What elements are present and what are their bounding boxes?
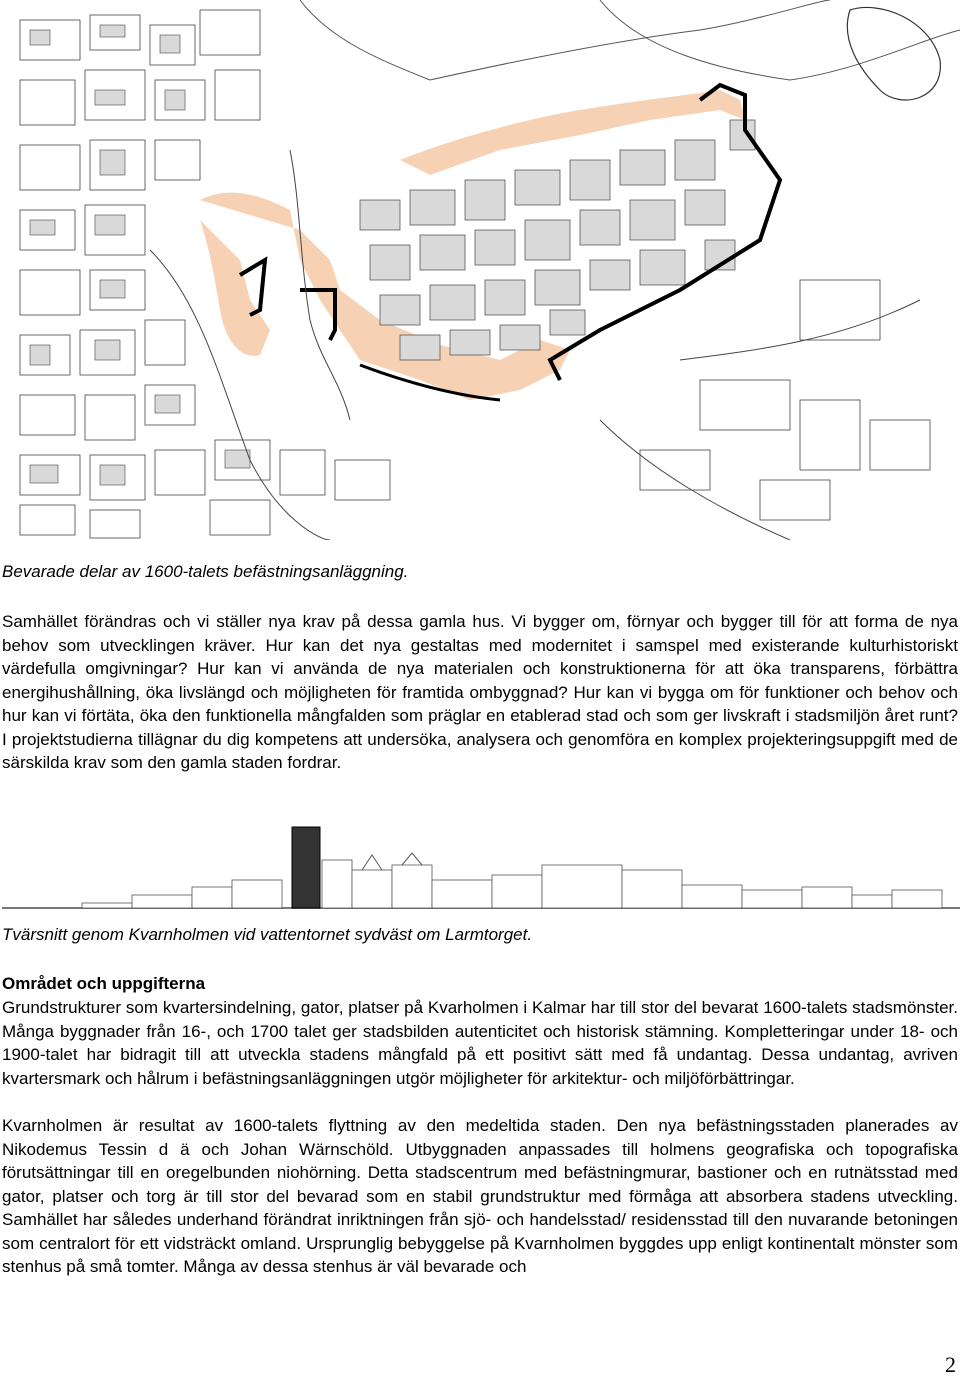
section-paragraph-1: Grundstrukturer som kvartersindelning, gator, platser på Kvarholmen i Kalmar har till stor del bevarat 1600-talets stadsmönster. Många byggnader från 16-, och 1700 talet ger stadsbilden autenticitet och historisk stämning. Kompletteringar under 18- och 1900-talet har bidragit till att utveckla stadens mångfald på ett positivt sätt med få undantag. Dessa undantag, avriven kvartersmark och hålrum i befästningsanläggningen utgör möjligheter för arkitektur- och miljöförbättringar.	[2, 998, 958, 1088]
page-number: 2	[945, 1352, 956, 1377]
site-plan-map	[0, 0, 960, 540]
figure-caption-section: Tvärsnitt genom Kvarnholmen vid vattentornet sydväst om Larmtorget.	[2, 925, 533, 944]
intro-paragraph: Samhället förändras och vi ställer nya krav på dessa gamla hus. Vi bygger om, förnyar och bygger till för att forma de nya behov som utvecklingen kräver. Hur kan det nya gestaltas med modernitet i samspel med existerande kulturhistoriskt värdefulla omgivningar? Hur kan vi använda de nya materialen och konstruktionerna för att öka transparens, förbättra energihushållning, öka livslängd och möjligheten för framtida ombyggnad? Hur kan vi bygga om för funktioner och behov och hur kan vi förtäta, öka den funktionella mångfalden som präglar en etablerad stad och som ger livskraft i stadsmiljön året runt? I projektstudierna tillägnar du dig kompetens att undersöka, analysera och genomföra en komplex projekteringsuppgift med de särskilda krav som den gamla staden fordrar.	[2, 612, 958, 772]
section-paragraph-2: Kvarnholmen är resultat av 1600-talets flyttning av den medeltida staden. Den nya befästningsstaden planerades av Nikodemus Tessin d ä och Johan Wärnschöld. Utbyggnaden anpassades till holmens geografiska och topografiska förutsättningar till en oregelbunden niohörning. Detta stadscentrum med befästningmurar, bastioner och en rutnätsstad med gator, platser och torg är till stor del bevarad som en stabil grundstruktur med förmåga att absorbera stadens utveckling. Samhället har således underhand förändrat inriktningen från sjö- och handelsstad/ residensstad till den nuvarande betoningen som centralort för ett vidsträckt omland. Ursprunglig bebyggelse på Kvarnholmen byggdes upp enligt kontinentalt mönster som stenhus på små tomter. Många av dessa stenhus är väl bevarade och	[2, 1116, 958, 1276]
cross-section-drawing	[2, 825, 960, 915]
figure-caption-map: Bevarade delar av 1600-talets befästningsanläggning.	[2, 562, 409, 581]
section-heading: Området och uppgifterna	[2, 974, 206, 993]
